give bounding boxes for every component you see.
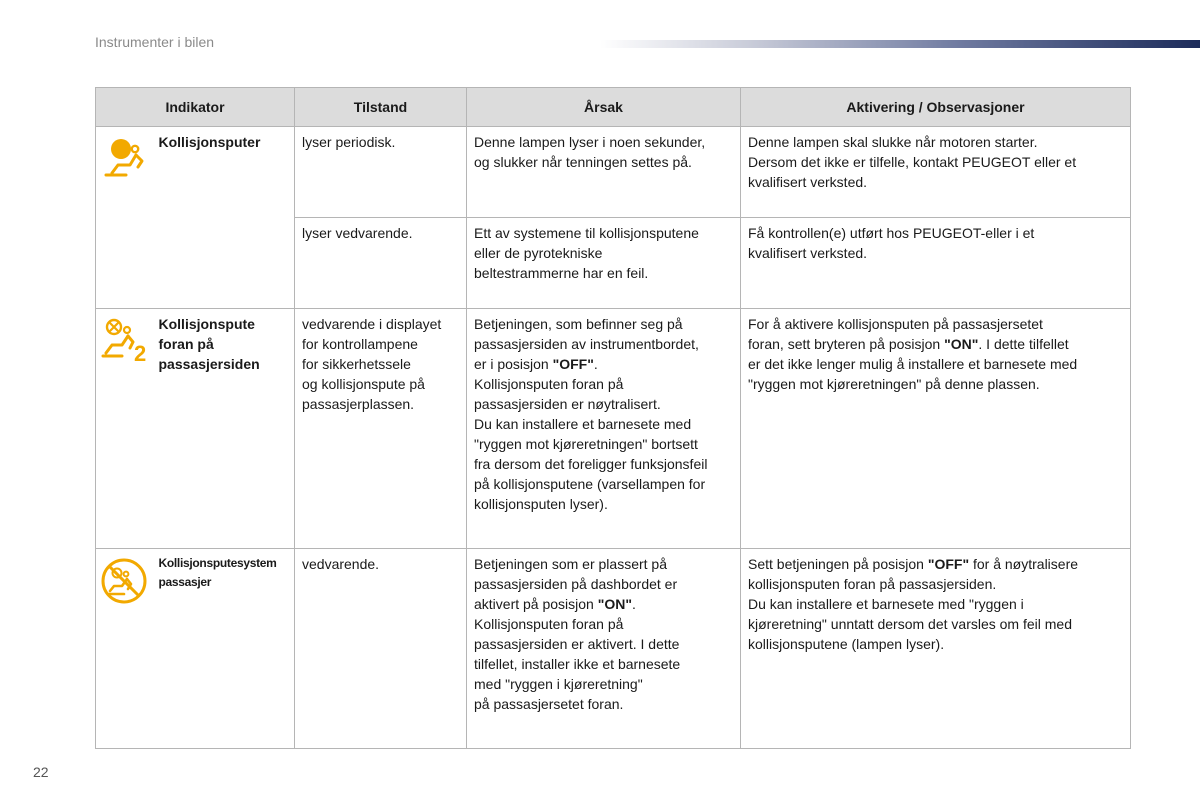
arsak-cell: Denne lampen lyser i noen sekunder, og slukker når tenningen settes på.	[467, 127, 741, 218]
tilstand-cell: lyser periodisk.	[295, 127, 467, 218]
aktivering-cell: Sett betjeningen på posisjon "OFF" for å nøytralisere kollisjonsputen foran på passasjersiden. Du kan installere et barnesete med "ryggen i kjøreretning" unntatt dersom det varsles om feil med kollisjonsputene (lampen lyser).	[741, 549, 1131, 749]
arsak-cell: Betjeningen, som befinner seg på passasjersiden av instrumentbordet, er i posisjon "OFF". Kollisjonsputen foran på passasjersiden er nøytralisert. Du kan installere et barnesete med "ryggen mot kjøreretningen" bortsett fra dersom det foreligger funksjonsfeil på kollisjonsputene (varsellampen for kollisjonsputen lyser).	[467, 309, 741, 549]
indicator-name: Kollisjonsputesystem passasjer	[153, 549, 295, 749]
indicator-name: Kollisjonspute foran på passasjersiden	[153, 309, 295, 549]
airbag-warning-icon	[100, 135, 148, 181]
aktivering-cell: Denne lampen skal slukke når motoren starter. Dersom det ikke er tilfelle, kontakt PEUGEOT eller et kvalifisert verksted.	[741, 127, 1131, 218]
table-row	[96, 309, 1131, 549]
indicator-table	[95, 87, 1131, 749]
column-header-arsak: Årsak	[467, 88, 741, 127]
arsak-cell: Ett av systemene til kollisjonsputene eller de pyrotekniske beltestrammerne har en feil.	[467, 218, 741, 309]
table-row	[96, 549, 1131, 749]
tilstand-cell: vedvarende.	[295, 549, 467, 749]
aktivering-cell: For å aktivere kollisjonsputen på passasjersetet foran, sett bryteren på posisjon "ON". I dette tilfellet er det ikke lenger mulig å installere et barnesete med "ryggen mot kjøreretningen" på denne plassen.	[741, 309, 1131, 549]
table-row	[96, 127, 1131, 218]
tilstand-cell: vedvarende i displayet for kontrollampene for sikkerhetssele og kollisjonspute på passasjerplassen.	[295, 309, 467, 549]
tilstand-cell: lyser vedvarende.	[295, 218, 467, 309]
passenger-airbag-on-icon	[100, 557, 148, 605]
indicator-icon-cell	[96, 549, 153, 749]
indicator-icon-cell	[96, 127, 153, 309]
column-header-tilstand: Tilstand	[295, 88, 467, 127]
table-header-row	[96, 88, 1131, 127]
header-decorative-bar	[600, 40, 1200, 48]
passenger-airbag-off-icon	[100, 317, 150, 365]
indicator-name: Kollisjonsputer	[153, 127, 295, 309]
indicator-icon-cell	[96, 309, 153, 549]
arsak-cell: Betjeningen som er plassert på passasjersiden på dashbordet er aktivert på posisjon "ON". Kollisjonsputen foran på passasjersiden er aktivert. I dette tilfellet, installer ikke et barnesete med "ryggen i kjøreretning" på passasjersetet foran.	[467, 549, 741, 749]
aktivering-cell: Få kontrollen(e) utført hos PEUGEOT-eller i et kvalifisert verksted.	[741, 218, 1131, 309]
column-header-aktivering: Aktivering / Observasjoner	[741, 88, 1131, 127]
column-header-indikator: Indikator	[96, 88, 295, 127]
page-header-title: Instrumenter i bilen	[95, 34, 215, 50]
svg-text:2: 2	[134, 341, 147, 365]
page-number: 22	[33, 764, 49, 780]
